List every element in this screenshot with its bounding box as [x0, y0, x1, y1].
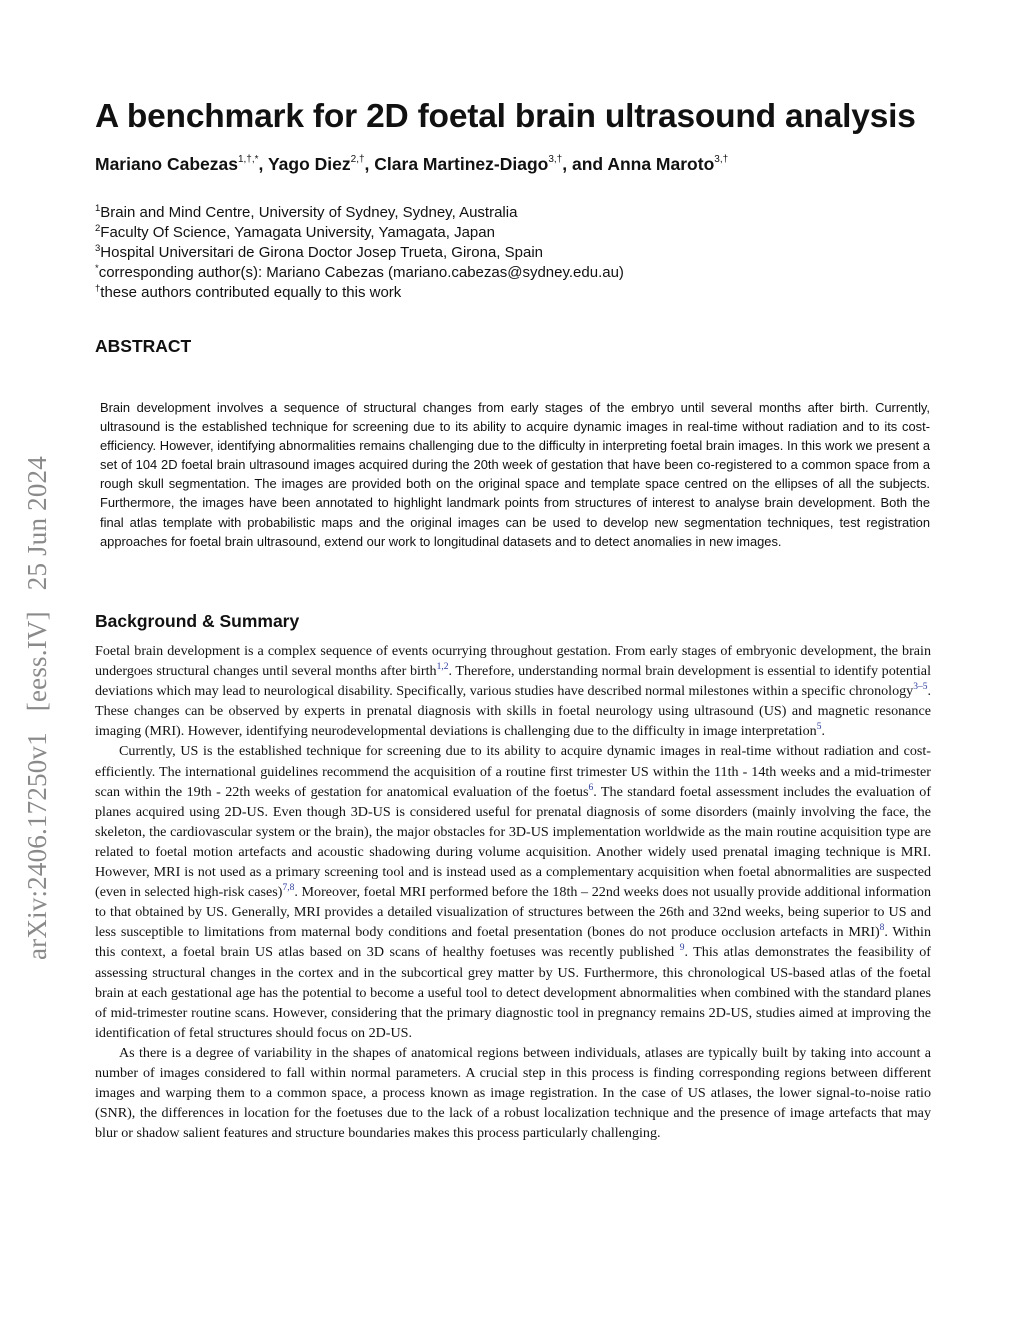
author-separator: , [364, 154, 375, 174]
affiliation-mark: 3 [95, 243, 101, 254]
affiliation-text: Brain and Mind Centre, University of Sydney, Sydney, Australia [100, 204, 518, 221]
author-name: Yago Diez [267, 154, 351, 174]
author-marks: 3,† [548, 154, 563, 165]
affiliation-text: these authors contributed equally to this work [100, 284, 402, 301]
paragraph-text: As there is a degree of variability in the shapes of anatomical regions between individuals, atlases are typically built by taking into account a number of images considered to fall within normal parameters. A crucial step in this process is finding corresponding regions between different images and warping them to a common space, a process known as image registration. In the case of US atlases, the lower signal-to-noise ratio (SNR), the differences in location for the foetuses due to the lack of a robust localization technique and the presence of image artefacts that may blur or shadow salient features and structure boundaries makes this process particularly challenging. [95, 1044, 931, 1142]
paragraph-text: Foetal brain development is a complex sequence of events ocurrying throughout gestation. From early stages of embryonic development, the brain undergoes structural changes until several months after birth [95, 643, 931, 680]
body-paragraph [95, 641, 931, 741]
citation-marker: 8 [879, 923, 885, 934]
author-name: Anna Maroto [607, 154, 715, 174]
paper-title: A benchmark for 2D foetal brain ultrasound analysis [95, 98, 916, 135]
arxiv-date: 25 Jun 2024 [22, 456, 52, 591]
affiliation-line [95, 243, 931, 263]
paragraph-text: . The standard foetal assessment includes the evaluation of planes acquired using 2D-US. Even though 3D-US is considered useful for prenatal diagnosis of some disorders (mainly involving the face, the skeleton, the cardiovascular system or the brain), the major obstacles for 3D-US implementation worldwide as the main routine acquisition type are related to foetal motion artefacts and acoustic shadowing during volume acquisition. Another widely used prenatal imaging technique is MRI. However, MRI is not used as a primary screening tool and is instead used as a complementary acquisition when foetal abnormalities are suspected (even in selected high-risk cases) [95, 783, 932, 901]
citation-marker: 9 [679, 943, 685, 954]
abstract-text: Brain development involves a sequence of structural changes from early stages of the embryo until several months after birth. Currently, ultrasound is the established technique for screening due to its ability to acquire dynamic images in real-time without radiation and to its cost-efficiency. However, identifying abnormalities remains challenging due to the difficulty in interpreting foetal brain images. In this work we present a set of 104 2D foetal brain ultrasound images acquired during the 20th week of gestation that have been co-registered to a common space from a rough skull segmentation. The images are provided both on the original space and template space centred on the ellipses of all the subjects. Furthermore, the images have been annotated to highlight landmark points from structures of interest to analyse brain development. Both the final atlas template with probabilistic maps and the original images can be used to develop new segmentation techniques, test registration approaches for foetal brain ultrasound, extend our work to longitudinal datasets and to detect anomalies in new images. [100, 400, 930, 549]
affiliation-text: corresponding author(s): Mariano Cabezas (mariano.cabezas@sydney.edu.au) [98, 264, 624, 281]
body-paragraph [95, 741, 931, 1042]
paragraph-text: . Within this context, a foetal brain US atlas based on 3D scans of healthy foetuses was recently published [95, 924, 931, 961]
author-marks: 1,†,* [237, 154, 259, 165]
paragraph-text: Currently, US is the established technique for screening due to its ability to acquire dynamic images in real-time without radiation and cost-efficiently. The international guidelines recommend the acquisition of a routine first trimester US within the 11th - 14th weeks and a mid-trimester scan within the 19th - 22th weeks of gestation for anatomical evaluation of the foetus [95, 743, 931, 800]
arxiv-category: [eess.IV] [22, 611, 52, 712]
abstract-heading: ABSTRACT [95, 336, 192, 356]
paragraph-text: . [821, 723, 825, 740]
author-separator: , and [562, 154, 608, 174]
affiliation-line [95, 283, 931, 303]
section-heading: Background & Summary [95, 611, 300, 631]
citation-marker: 1,2 [436, 662, 449, 673]
author-name: Mariano Cabezas [95, 154, 238, 174]
author-marks: 3,† [714, 154, 729, 165]
affiliation-text: Hospital Universitari de Girona Doctor Josep Trueta, Girona, Spain [100, 244, 544, 261]
paragraph-text: . These changes can be observed by experts in prenatal diagnosis with skills in foetal neurology using ultrasound (US) and magnetic resonance imaging (MRI). However, identifying neurodevelopmental deviations is challenging due to the difficulty in image interpretation [95, 683, 931, 740]
citation-marker: 6 [588, 782, 594, 793]
body-paragraph [95, 1043, 931, 1143]
paragraph-text: . This atlas demonstrates the feasibility of assessing structural changes in the cortex and in the subcortical grey matter by US. Furthermore, this chronological US-based atlas of the foetal brain at each gestational age has the potential to become a useful tool to detect development abnormalities when combined with the standard planes of mid-trimester routine scans. However, considering that the primary diagnostic tool in pregnancy remains 2D-US, studies aimed at improving the identification of fetal structures should focus on 2D-US. [95, 944, 931, 1041]
affiliation-mark: 1 [95, 203, 101, 214]
affiliation-list [95, 203, 931, 303]
paragraph-text: . Therefore, understanding normal brain development is essential to identify potential deviations which may lead to neurological disability. Specifically, various studies have described normal milestones within a specific chronology [95, 663, 931, 700]
author-marks: 2,† [350, 154, 365, 165]
affiliation-line [95, 223, 931, 243]
author-list [95, 154, 931, 175]
affiliation-line [95, 203, 931, 223]
citation-marker: 3–5 [913, 682, 928, 693]
affiliation-mark: 2 [95, 223, 101, 234]
paragraph-text: . Moreover, foetal MRI performed before the 18th – 22nd weeks does not usually provide additional information to that obtained by US. Generally, MRI provides a detailed visualization of structures between the 26th and 32nd weeks, being superior to US and less susceptible to limitations from maternal body conditions and foetal presentation (bones do not produce occlusion artefacts in MRI) [95, 884, 932, 941]
citation-marker: 7,8 [282, 883, 295, 894]
affiliation-line [95, 263, 931, 283]
arxiv-sidebar-stamp [22, 456, 53, 960]
affiliation-mark: † [95, 283, 101, 294]
citation-marker: 5 [816, 722, 822, 733]
affiliation-text: Faculty Of Science, Yamagata University, Yamagata, Japan [100, 224, 495, 241]
arxiv-id: arXiv:2406.17250v1 [22, 732, 52, 960]
affiliation-mark: * [95, 263, 99, 274]
author-separator: , [258, 154, 268, 174]
body-text [95, 641, 931, 1143]
author-name: Clara Martinez-Diago [374, 154, 549, 174]
